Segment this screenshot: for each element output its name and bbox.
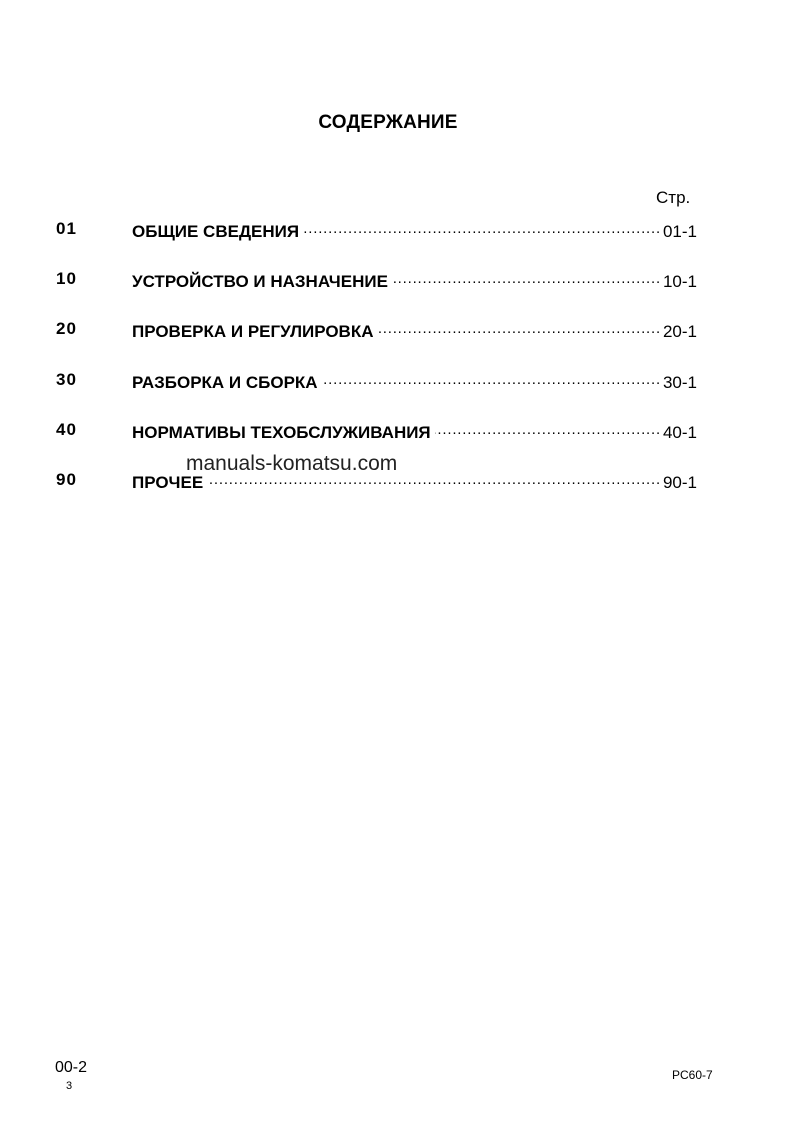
toc-section-number: 10 xyxy=(56,269,77,288)
toc-section-number: 40 xyxy=(56,420,77,439)
toc-entry[interactable] xyxy=(0,370,793,394)
toc-entry[interactable] xyxy=(0,269,793,293)
toc-section-title[interactable]: УСТРОЙСТВО И НАЗНАЧЕНИЕ xyxy=(132,272,388,291)
toc-page-ref[interactable]: 10-1 xyxy=(662,272,697,291)
watermark: manuals-komatsu.com xyxy=(186,452,398,475)
page-title: СОДЕРЖАНИЕ xyxy=(318,112,458,133)
toc-page-ref[interactable]: 40-1 xyxy=(662,423,697,442)
toc-page-ref[interactable]: 01-1 xyxy=(662,222,697,241)
toc-entry[interactable] xyxy=(0,219,793,243)
toc-page-ref[interactable]: 90-1 xyxy=(662,473,697,492)
toc-section-title[interactable]: РАЗБОРКА И СБОРКА xyxy=(132,373,318,392)
footer-revision: 3 xyxy=(66,1080,73,1092)
page-column-label: Стр. xyxy=(656,188,691,207)
footer-model: PC60-7 xyxy=(672,1068,713,1082)
toc-section-number: 90 xyxy=(56,470,77,489)
toc-section-number: 01 xyxy=(56,219,77,238)
toc-section-number: 20 xyxy=(56,319,77,338)
toc-page-ref[interactable]: 20-1 xyxy=(662,322,697,341)
toc-section-title[interactable]: НОРМАТИВЫ ТЕХОБСЛУЖИВАНИЯ xyxy=(132,423,431,442)
toc-entry[interactable] xyxy=(0,319,793,343)
dot-leader xyxy=(435,420,661,438)
dot-leader xyxy=(303,219,661,237)
dot-leader xyxy=(322,370,661,388)
toc-page-ref[interactable]: 30-1 xyxy=(662,373,697,392)
footer-page-number: 00-2 xyxy=(55,1059,88,1076)
toc-section-title[interactable]: ПРОВЕРКА И РЕГУЛИРОВКА xyxy=(132,322,374,341)
toc-entry[interactable] xyxy=(0,420,793,444)
dot-leader xyxy=(392,269,661,287)
dot-leader xyxy=(378,319,661,337)
toc-section-title[interactable]: ПРОЧЕЕ xyxy=(132,473,204,492)
toc-section-number: 30 xyxy=(56,370,77,389)
toc-section-title[interactable]: ОБЩИЕ СВЕДЕНИЯ xyxy=(132,222,300,241)
